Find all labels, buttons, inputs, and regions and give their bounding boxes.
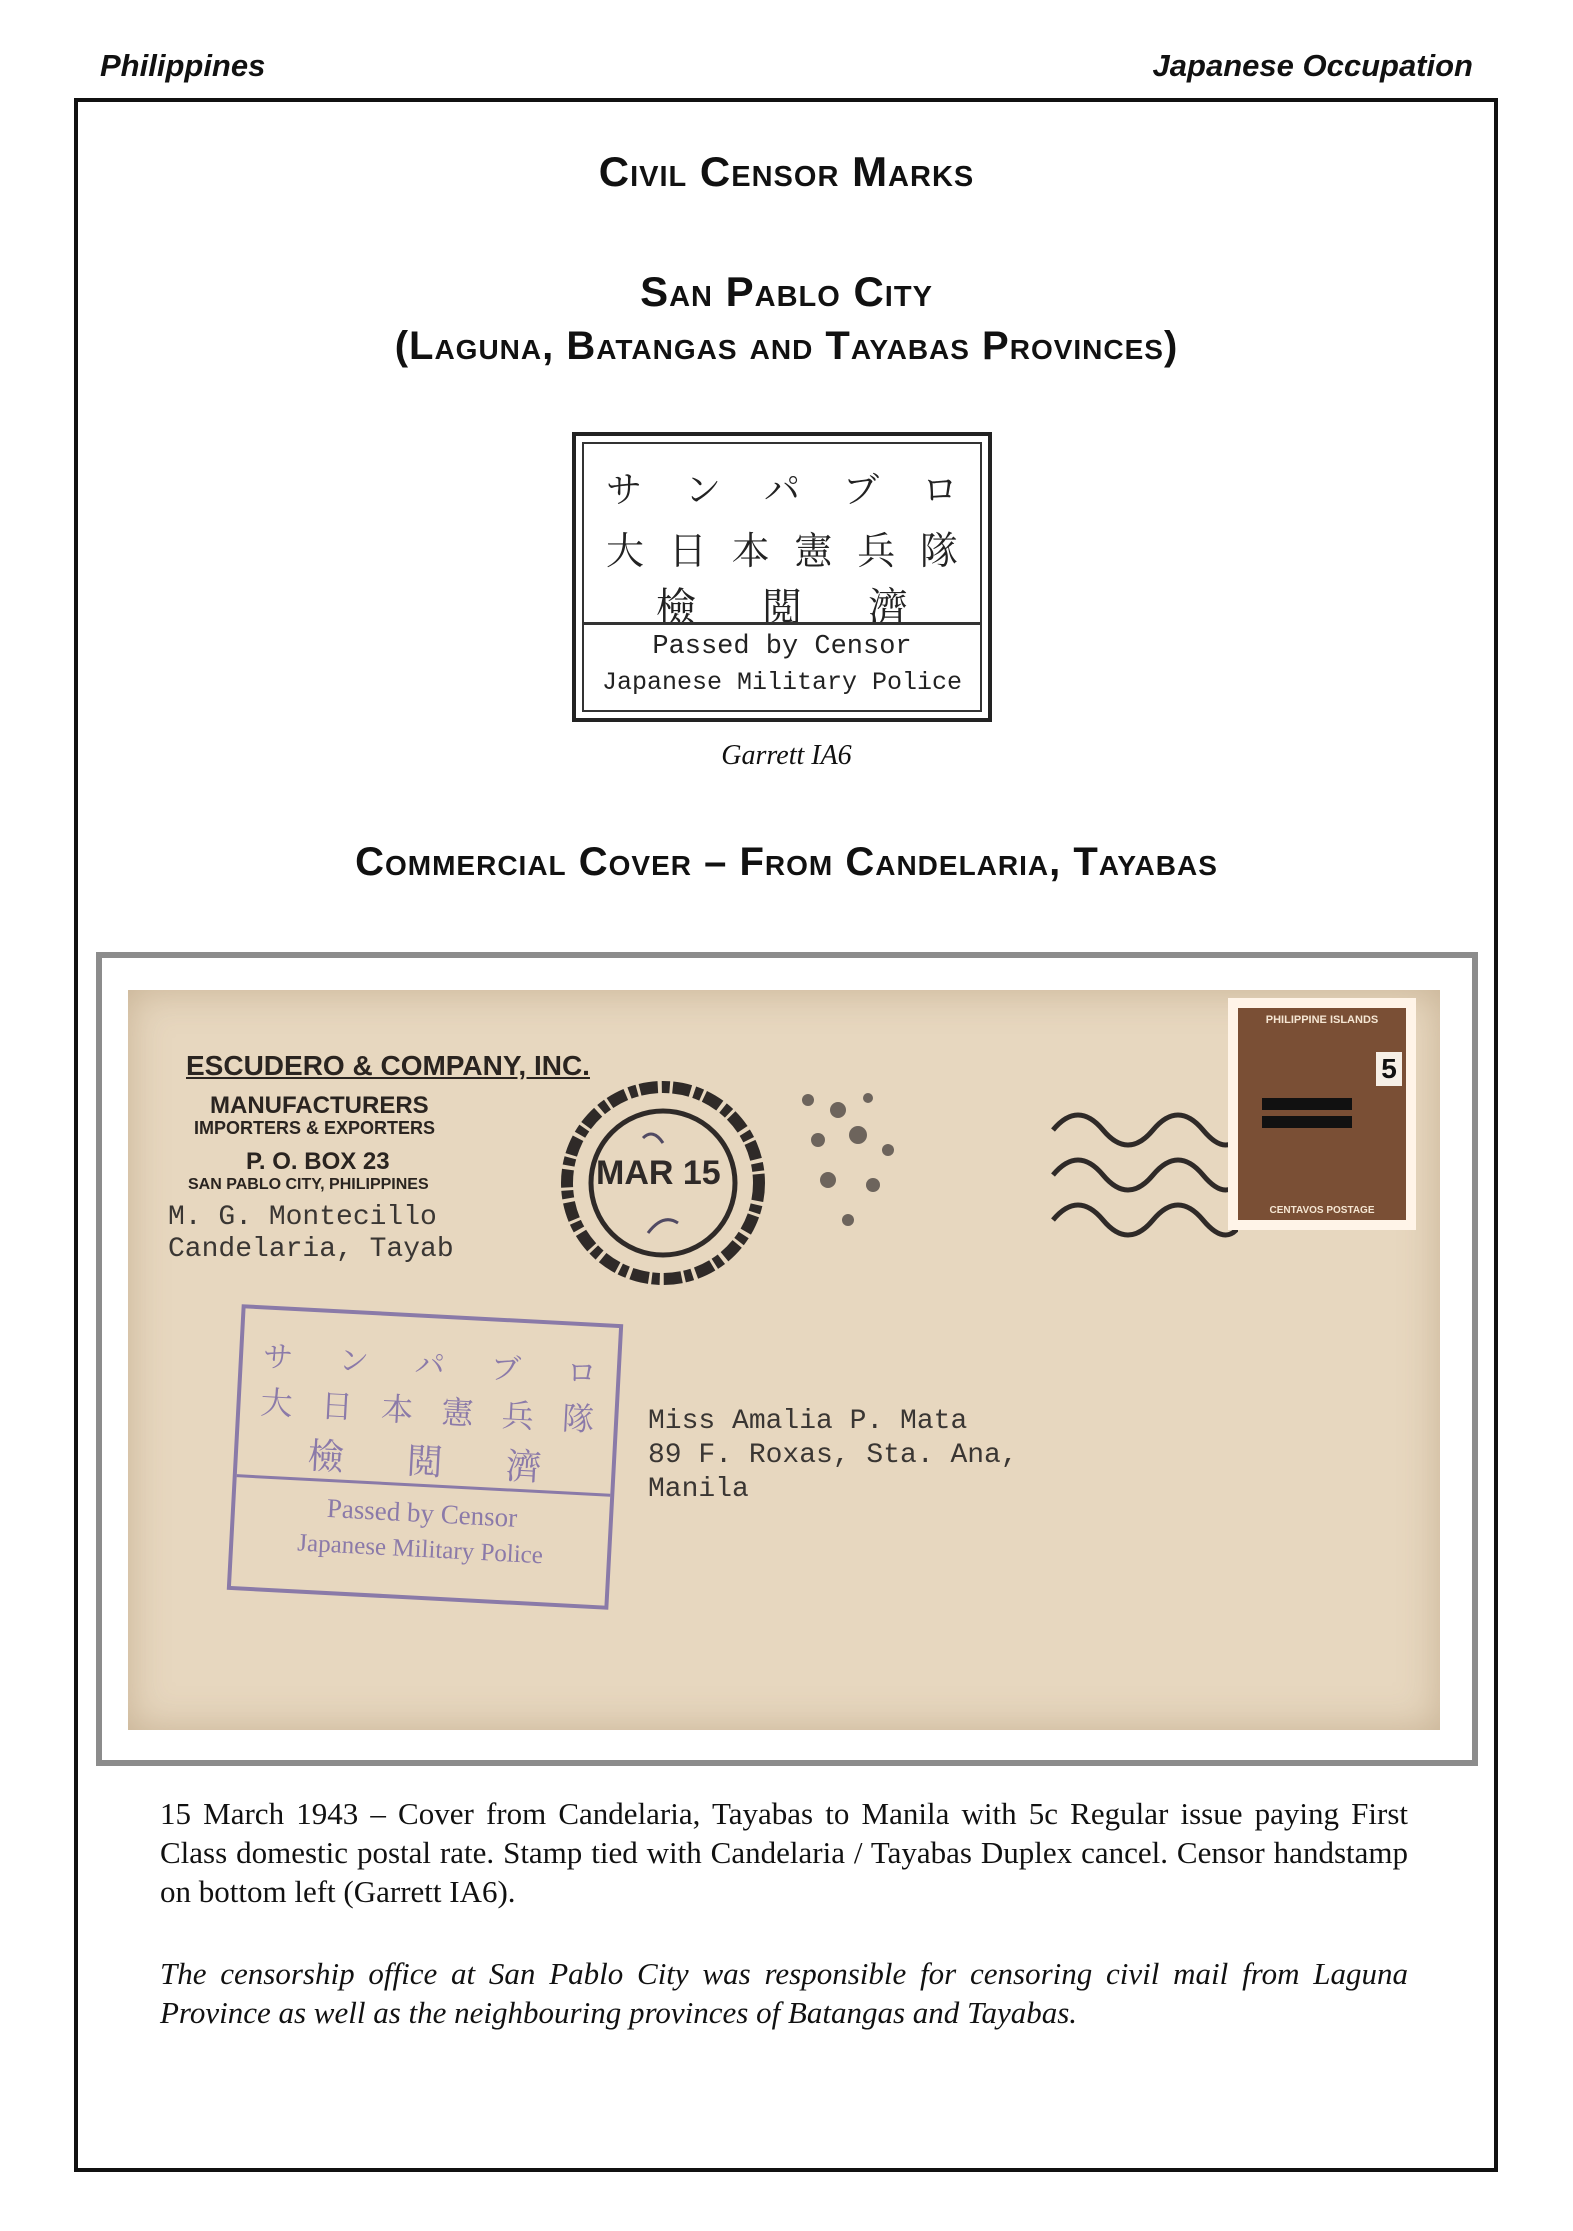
corner-card-line: MANUFACTURERS — [210, 1092, 429, 1119]
stamp-design — [1238, 1008, 1406, 1220]
city-title: San Pablo City — [640, 268, 933, 315]
stamp-obliterator-bar — [1262, 1098, 1352, 1110]
violet-english-line-2: Japanese Military Police — [296, 1529, 544, 1570]
postmark-killer-bars — [788, 1080, 918, 1240]
addressee-line: Miss Amalia P. Mata — [648, 1406, 968, 1437]
kana-char: サ — [606, 470, 643, 511]
kana-char: ロ — [921, 470, 958, 511]
cover-photo — [128, 990, 1440, 1730]
censor-divider — [582, 622, 982, 625]
censor-kana-row — [606, 462, 958, 513]
censor-english-line-1: Passed by Censor — [652, 632, 912, 662]
kanji-char: 日 — [668, 529, 707, 573]
corner-card-line: IMPORTERS & EXPORTERS — [194, 1118, 436, 1138]
addressee-line: Manila — [648, 1474, 749, 1505]
violet-censor-handstamp — [227, 1304, 623, 1610]
sender-line: M. G. Montecillo — [168, 1202, 437, 1233]
stamp-country: PHILIPPINE ISLANDS — [1265, 1014, 1379, 1026]
censor-mark-illustration — [572, 432, 992, 722]
kanji-char: 隊 — [919, 529, 958, 573]
kana-char: ロ — [565, 1355, 598, 1392]
section-title: Civil Censor Marks — [598, 148, 975, 195]
wavy-cancel-lines — [1048, 1090, 1238, 1250]
censorship-note: The censorship office at San Pablo City was responsible for censoring civil mail from Laguna Province as well as the neighbouring provinces of Batangas and Tayabas. — [160, 1956, 1408, 2030]
addressee-line: 89 F. Roxas, Sta. Ana, — [648, 1440, 1018, 1471]
kanji-char: 大 — [606, 529, 645, 573]
sender-line: Candelaria, Tayab — [168, 1234, 454, 1265]
kanji-char: 大 — [259, 1383, 294, 1423]
kanji-char: 閲 — [405, 1441, 444, 1484]
kanji-char: 濟 — [504, 1446, 543, 1490]
kanji-char: 憲 — [794, 529, 833, 573]
cover-description: 15 March 1943 – Cover from Candelaria, Tayabas to Manila with 5c Regular issue paying First Class domestic postal rate. Stamp tied with Candelaria / Tayabas Duplex cancel. Censor handstamp on bottom left (Garrett IA6). — [160, 1796, 1408, 1909]
kanji-char: 日 — [319, 1386, 354, 1427]
stamp-obliterator-bar — [1262, 1116, 1352, 1128]
corner-card-line: SAN PABLO CITY, PHILIPPINES — [188, 1176, 429, 1193]
kana-char: パ — [413, 1347, 446, 1384]
kana-char: サ — [262, 1339, 294, 1376]
kanji-char: 隊 — [561, 1399, 596, 1439]
kanji-char: 本 — [380, 1389, 415, 1430]
kanji-char: 閲 — [762, 585, 802, 631]
postmark-date: MAR 15 — [596, 1154, 721, 1192]
censor-kanji-row-1 — [606, 520, 958, 575]
stamp-footer: CENTAVOS POSTAGE — [1269, 1205, 1375, 1216]
corner-card-line: P. O. BOX 23 — [246, 1148, 390, 1175]
violet-english-line-1: Passed by Censor — [326, 1492, 518, 1533]
kanji-char: 憲 — [440, 1392, 475, 1433]
kanji-char: 兵 — [500, 1395, 535, 1436]
provinces-subtitle: (Laguna, Batangas and Tayabas Provinces) — [394, 324, 1179, 368]
postage-stamp — [1228, 998, 1416, 1230]
kana-char: ン — [684, 470, 721, 511]
cover-heading: Commercial Cover – From Candelaria, Tayabas — [355, 840, 1218, 884]
kana-char: ブ — [842, 470, 879, 511]
kana-char: ン — [337, 1343, 370, 1380]
header-topic: Japanese Occupation — [1152, 48, 1473, 83]
stamp-value: 5 — [1376, 1052, 1402, 1086]
header-country: Philippines — [100, 48, 266, 83]
kanji-char: 本 — [731, 529, 770, 573]
censor-english-line-2: Japanese Military Police — [601, 668, 963, 697]
kanji-char: 檢 — [306, 1435, 345, 1479]
corner-card-name: ESCUDERO & COMPANY, INC. — [186, 1050, 590, 1081]
kanji-char: 濟 — [868, 585, 908, 631]
kana-char: ブ — [489, 1351, 522, 1388]
kana-char: パ — [763, 470, 800, 511]
censor-mark-caption: Garrett IA6 — [721, 740, 852, 771]
kanji-char: 兵 — [857, 529, 896, 573]
kanji-char: 檢 — [656, 585, 696, 631]
